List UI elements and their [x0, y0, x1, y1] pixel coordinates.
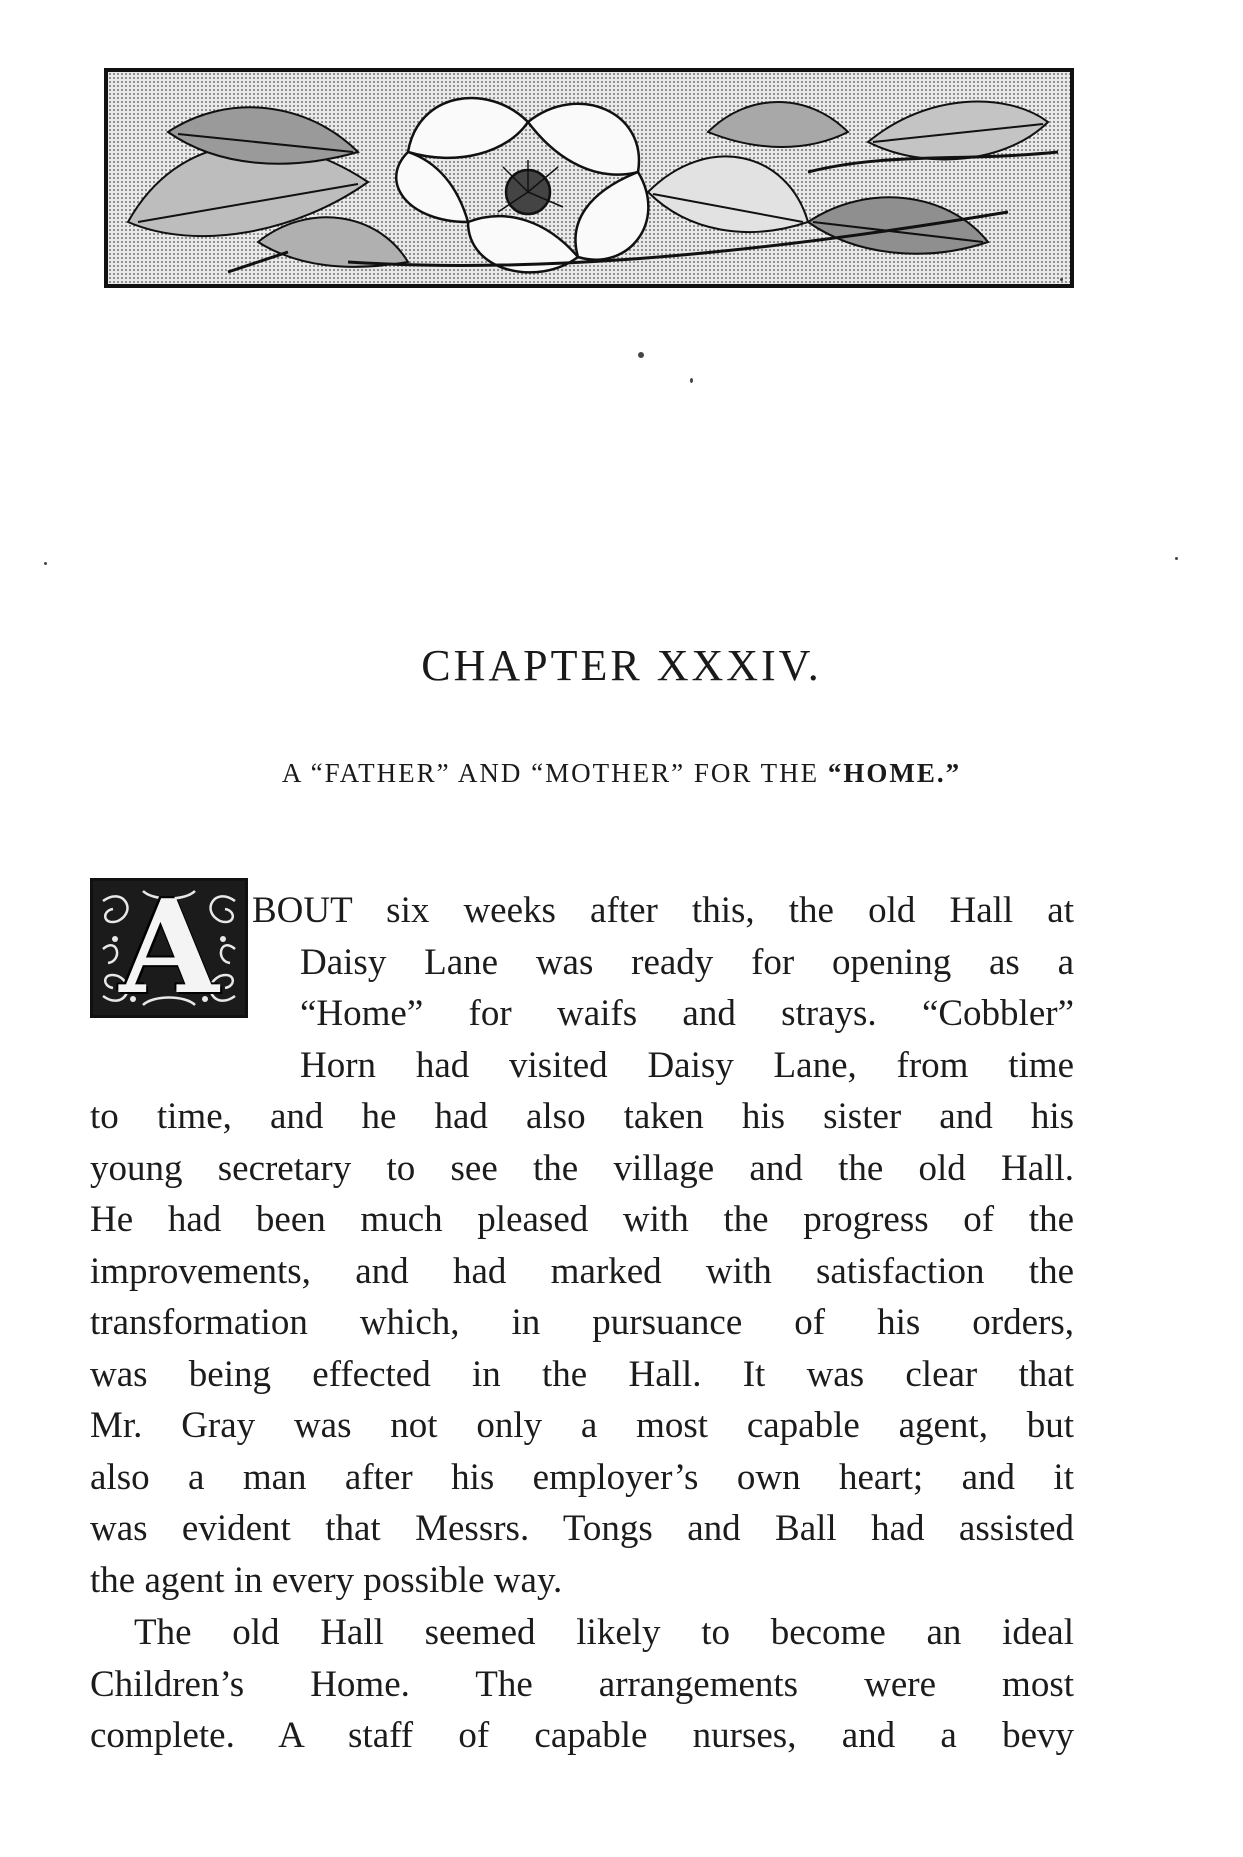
header-ornament: [104, 68, 1074, 288]
paragraph-line: was evident that Messrs. Tongs and Ball had assisted: [90, 1508, 1074, 1549]
paragraph-line: The old Hall seemed likely to become an ideal: [134, 1612, 1074, 1653]
chapter-subtitle: [0, 758, 1243, 789]
paragraph-line: Horn had visited Daisy Lane, from time: [300, 1044, 1074, 1086]
chapter-subtitle-text: A “FATHER” AND “MOTHER” FOR THE: [281, 758, 828, 788]
paragraph-line: was being effected in the Hall. It was clear that: [90, 1353, 1074, 1395]
paragraph-line: complete. A staff of capable nurses, and a bevy: [90, 1715, 1074, 1756]
paragraph-line: Daisy Lane was ready for opening as a: [300, 941, 1074, 983]
chapter-subtitle-home: “HOME.”: [827, 758, 962, 788]
drop-cap-letter: A: [119, 878, 219, 1018]
paragraph-line: transformation which, in pursuance of his orders,: [90, 1302, 1074, 1343]
paragraph-line: “Home” for waifs and strays. “Cobbler”: [300, 993, 1074, 1034]
ornamental-drop-cap: [90, 878, 248, 1018]
paragraph-line: He had been much pleased with the progress of the: [90, 1199, 1074, 1240]
paragraph-2: [90, 1607, 1074, 1762]
paragraph-line: BOUT six weeks after this, the old Hall at: [252, 890, 1074, 931]
page-speck: [690, 378, 693, 383]
paragraph-line: the agent in every possible way.: [90, 1559, 563, 1601]
paragraph-line: Children’s Home. The arrangements were most: [90, 1663, 1074, 1705]
page-speck: [638, 352, 644, 358]
chapter-title: CHAPTER XXXIV.: [421, 641, 822, 690]
paragraph-line: improvements, and had marked with satisfaction the: [90, 1250, 1074, 1292]
paragraph-1-full-lines: [90, 1091, 1074, 1606]
paragraph-line: to time, and he had also taken his sister and his: [90, 1096, 1074, 1137]
paragraph-1-line-1-block: [252, 885, 1074, 937]
page-speck: [1175, 557, 1178, 560]
paragraph-1-lines-2-4-block: [300, 937, 1074, 1092]
paragraph-line: young secretary to see the village and the old Hall.: [90, 1147, 1074, 1189]
page-speck: [44, 562, 47, 565]
floral-engraving-icon: [108, 72, 1070, 284]
page-speck: [1060, 278, 1063, 281]
paragraph-line: also a man after his employer’s own heart; and it: [90, 1456, 1074, 1498]
paragraph-line: Mr. Gray was not only a most capable agent, but: [90, 1405, 1074, 1446]
